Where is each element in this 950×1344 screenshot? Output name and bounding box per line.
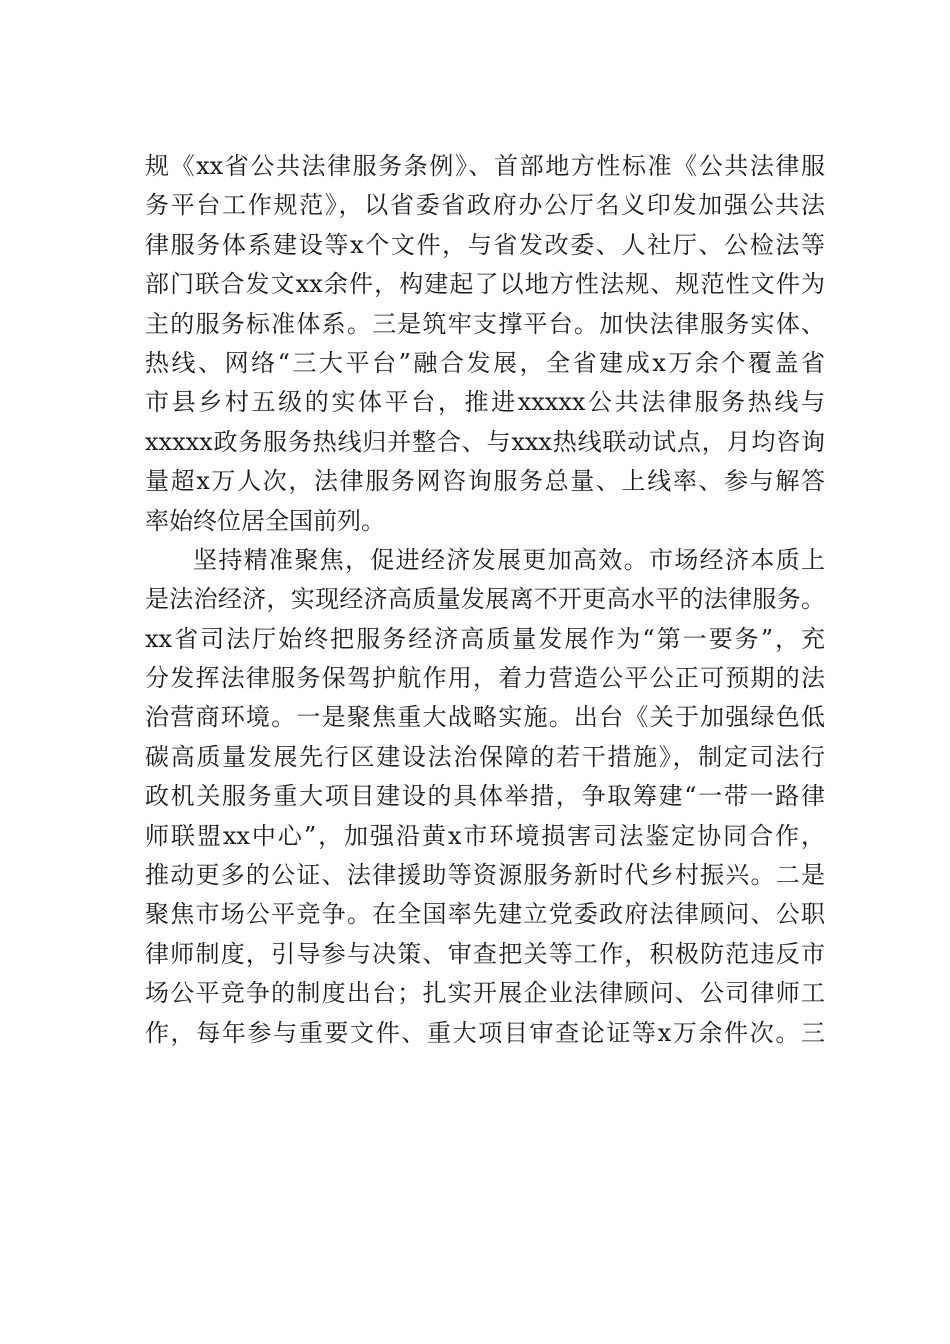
- paragraph-2-line: 师联盟xx中心”，加强沿黄x市环境损害司法鉴定协同合作，: [145, 821, 825, 850]
- paragraph-1-line: 量超x万人次，法律服务网咨询服务总量、上线率、参与解答: [145, 467, 825, 496]
- paragraph-2-line: 碳高质量发展先行区建设法治保障的若干措施》，制定司法行: [145, 742, 825, 771]
- paragraph-2-line: 场公平竞争的制度出台；扎实开展企业法律顾问、公司律师工: [145, 979, 825, 1008]
- paragraph-2-line: xx省司法厅始终把服务经济高质量发展作为“第一要务”，充: [145, 624, 825, 653]
- paragraph-2-line: 聚焦市场公平竞争。在全国率先建立党委政府法律顾问、公职: [145, 900, 825, 929]
- paragraph-2-line: 律师制度，引导参与决策、审查把关等工作，积极防范违反市: [145, 939, 825, 968]
- paragraph-2-line: 政机关服务重大项目建设的具体举措，争取筹建“一带一路律: [145, 782, 825, 811]
- paragraph-2-line: 推动更多的公证、法律援助等资源服务新时代乡村振兴。二是: [145, 861, 825, 890]
- paragraph-2-line: 是法治经济，实现经济高质量发展离不开更高水平的法律服务。: [145, 585, 825, 614]
- paragraph-1-line: xxxxx政务服务热线归并整合、与xxx热线联动试点，月均咨询: [145, 427, 825, 456]
- document-body: [145, 147, 825, 1053]
- paragraph-1-line: 市县乡村五级的实体平台，推进xxxxx公共法律服务热线与: [145, 388, 825, 417]
- paragraph-2-line: 分发挥法律服务保驾护航作用，着力营造公平公正可预期的法: [145, 664, 825, 693]
- paragraph-1-line: 务平台工作规范》，以省委省政府办公厅名义印发加强公共法: [145, 191, 825, 220]
- paragraph-2-first-line: 坚持精准聚焦，促进经济发展更加高效。市场经济本质上: [193, 545, 825, 574]
- paragraph-1-line: 部门联合发文xx余件，构建起了以地方性法规、规范性文件为: [145, 270, 825, 299]
- paragraph-1-line: 主的服务标准体系。三是筑牢支撑平台。加快法律服务实体、: [145, 309, 825, 338]
- paragraph-2-line: 作，每年参与重要文件、重大项目审查论证等x万余件次。三: [145, 1018, 825, 1047]
- paragraph-2-line: 治营商环境。一是聚焦重大战略实施。出台《关于加强绿色低: [145, 703, 825, 732]
- paragraph-1-line: 律服务体系建设等x个文件，与省发改委、人社厅、公检法等: [145, 230, 825, 259]
- paragraph-1-last-line: 率始终位居全国前列。: [145, 506, 385, 535]
- paragraph-1-line: 热线、网络“三大平台”融合发展，全省建成x万余个覆盖省: [145, 348, 825, 377]
- paragraph-1-line: 规《xx省公共法律服务条例》、首部地方性标准《公共法律服: [145, 152, 825, 180]
